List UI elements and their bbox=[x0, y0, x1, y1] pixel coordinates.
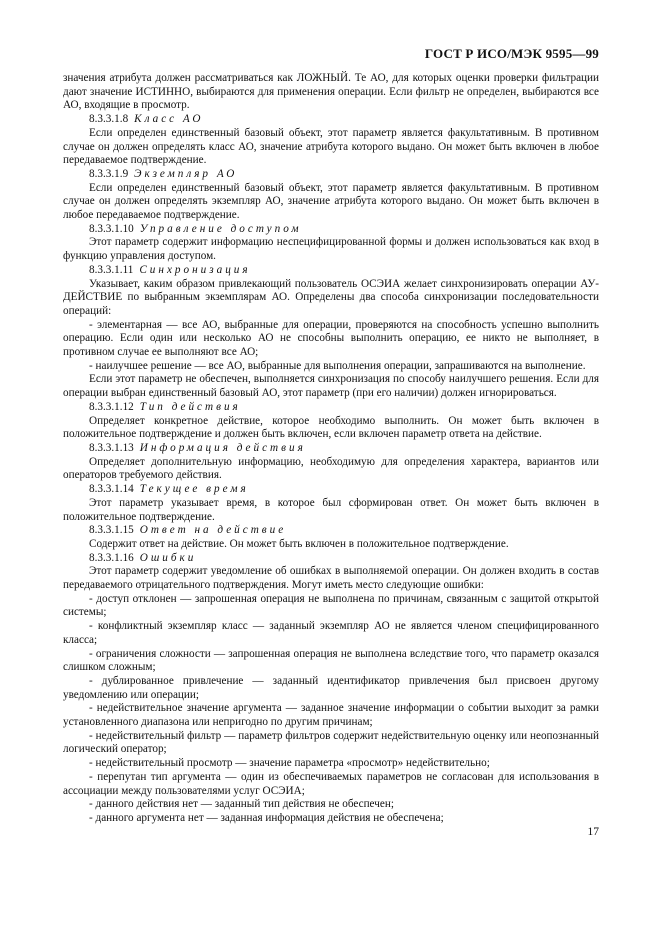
paragraph: Этот параметр содержит информацию неспецифицированной формы и должен использоваться как вход в функцию управления доступом. bbox=[63, 236, 599, 263]
section-heading bbox=[63, 264, 599, 278]
paragraph: значения атрибута должен рассматриваться как ЛОЖНЫЙ. Те АО, для которых оценки проверки фильтрации дают значение ИСТИННО, выбираются для применения операции. Если фильтр не определен, выбираются все АО, входящие в просмотр. bbox=[63, 72, 599, 112]
section-number: 8.3.3.1.9 bbox=[89, 167, 129, 180]
section-heading bbox=[63, 524, 599, 538]
section-number: 8.3.3.1.15 bbox=[89, 524, 134, 537]
paragraph: - данного действия нет — заданный тип действия не обеспечен; bbox=[89, 798, 394, 811]
section-number: 8.3.3.1.12 bbox=[89, 400, 134, 413]
paragraph: - недействительный просмотр — значение параметра «просмотр» недействительно; bbox=[89, 757, 490, 770]
paragraph: Если определен единственный базовый объект, этот параметр является факультативным. В противном случае он должен определять экземпляр АО, значение атрибута которого выдано. Он может быть включен в любое передаваемое подтверждение. bbox=[63, 181, 599, 222]
paragraph: - ограничения сложности — запрошенная операция не выполнена вследствие того, что параметр оказался слишком сложным; bbox=[63, 647, 599, 674]
section-heading bbox=[63, 168, 599, 182]
section-number: 8.3.3.1.14 bbox=[89, 483, 134, 496]
standard-header: ГОСТ Р ИСО/МЭК 9595—99 bbox=[424, 46, 599, 61]
section-number: 8.3.3.1.16 bbox=[89, 551, 134, 564]
section-heading bbox=[63, 223, 599, 237]
paragraph: - недействительное значение аргумента — заданное значение информации о событии выходит за рамки установленного диапазона или непригодно по другим причинам; bbox=[63, 702, 599, 729]
paragraph: Определяет дополнительную информацию, необходимую для определения характера, вариантов или операторов требуемого действия. bbox=[63, 455, 599, 482]
section-title: Управление доступом bbox=[139, 222, 302, 235]
paragraph: Этот параметр содержит уведомление об ошибках в выполняемой операции. Он должен входить в состав передаваемого отрицательного подтверждения. Могут иметь место следующие ошибки: bbox=[63, 565, 599, 592]
paragraph: Определяет конкретное действие, которое необходимо выполнить. Он может быть включен в положительное подтверждение и должен быть включен, если включен параметр ответа на действие. bbox=[63, 414, 599, 441]
paragraph: - данного аргумента нет — заданная информация действия не обеспечена; bbox=[89, 811, 444, 824]
paragraph: - недействительный фильтр — параметр фильтров содержит недействительную оценку или неопознанный логический оператор; bbox=[63, 729, 599, 756]
section-heading bbox=[63, 401, 599, 415]
page-number: 17 bbox=[587, 826, 599, 838]
paragraph: Этот параметр указывает время, в которое был сформирован ответ. Он может быть включен в положительное подтверждение. bbox=[63, 496, 599, 523]
paragraph: Если определен единственный базовый объект, этот параметр является факультативным. В противном случае он должен определять класс АО, значение атрибута которого выдано. Он может быть включен в любое передаваемое подтверждение. bbox=[63, 126, 599, 167]
paragraph: - перепутан тип аргумента — один из обеспечиваемых параметров не согласован для использования в ассоциации между пользователями услуг ОСЭИА; bbox=[63, 770, 599, 797]
paragraph: - дублированное привлечение — заданный идентификатор привлечения был присвоен другому уведомлению или операции; bbox=[63, 674, 599, 701]
paragraph: Если этот параметр не обеспечен, выполняется синхронизация по способу наилучшего решения. Если для операции выбран единственный базовый АО, этот параметр (при его наличии) должен игнорироваться. bbox=[63, 373, 599, 400]
section-title: Класс АО bbox=[134, 113, 204, 126]
section-number: 8.3.3.1.11 bbox=[89, 263, 134, 276]
section-heading bbox=[63, 552, 599, 566]
document-body bbox=[63, 72, 599, 826]
paragraph: - доступ отклонен — запрошенная операция не выполнена по причинам, связанным с защитой открытой системы; bbox=[63, 592, 599, 619]
section-heading bbox=[63, 483, 599, 497]
paragraph: - элементарная — все АО, выбранные для операции, проверяются на способность успешно выполнить операцию. Если один или несколько АО не способны выполнить операцию, ее никто не выполняет, в противном случае ее выполняют все АО; bbox=[63, 318, 599, 359]
section-number: 8.3.3.1.10 bbox=[89, 222, 134, 235]
section-title: Ответ на действие bbox=[139, 524, 287, 537]
section-heading bbox=[63, 442, 599, 456]
section-title: Ошибки bbox=[139, 551, 197, 564]
section-title: Тип действия bbox=[139, 400, 241, 413]
section-number: 8.3.3.1.8 bbox=[89, 113, 129, 126]
section-heading bbox=[63, 113, 599, 127]
paragraph: - наилучшее решение — все АО, выбранные для выполнения операции, запрашиваются на выполнение. bbox=[89, 359, 586, 372]
section-title: Экземпляр АО bbox=[134, 167, 238, 180]
section-title: Синхронизация bbox=[139, 263, 251, 276]
paragraph: - конфликтный экземпляр класс — заданный экземпляр АО не является членом специфицированного класса; bbox=[63, 620, 599, 646]
section-title: Текущее время bbox=[139, 483, 249, 496]
section-number: 8.3.3.1.13 bbox=[89, 441, 134, 454]
paragraph: Содержит ответ на действие. Он может быть включен в положительное подтверждение. bbox=[89, 537, 509, 550]
section-title: Информация действия bbox=[139, 441, 306, 454]
paragraph: Указывает, каким образом привлекающий пользователь ОСЭИА желает синхронизировать операции АУ-ДЕЙСТВИЕ по выбранным экземплярам АО. Определены два способа синхронизации последовательности операций: bbox=[63, 277, 599, 317]
